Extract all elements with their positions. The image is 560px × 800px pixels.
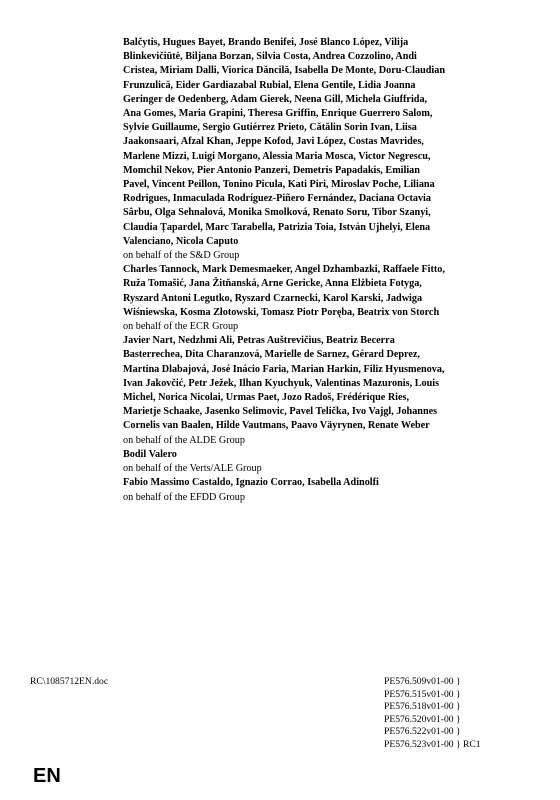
name-line: Ruža Tomašić, Jana Žitňanská, Arne Gericke, Anna Elżbieta Fotyga, [123, 278, 422, 290]
name-line: Marlene Mizzi, Luigi Morgano, Alessia Maria Mosca, Victor Negrescu, [123, 150, 431, 162]
name-line: Blinkevičiūtė, Biljana Borzan, Silvia Costa, Andrea Cozzolino, Andi [123, 51, 417, 63]
group-alde [123, 334, 513, 448]
name-line: Martina Dlabajová, José Inácio Faria, Marian Harkin, Filiz Hyusmenova, [123, 363, 445, 375]
name-line: Cristea, Miriam Dalli, Viorica Dăncilă, Isabella De Monte, Doru-Claudian [123, 65, 446, 77]
name-line: Michel, Norica Nicolai, Urmas Paet, Jozo Radoš, Frédérique Ries, [123, 392, 410, 404]
pe-reference: PE576.520v01-00 } [384, 713, 461, 725]
name-line: Momchil Nekov, Pier Antonio Panzeri, Demetris Papadakis, Emilian [123, 164, 420, 176]
document-reference: RC\1085712EN.doc [30, 676, 109, 687]
signatories-list [123, 36, 513, 505]
group-behalf: on behalf of the EFDD Group [123, 491, 245, 503]
pe-reference: PE576.523v01-00 } RC1 [384, 738, 481, 750]
name-line: Ryszard Antoni Legutko, Ryszard Czarnecki, Karol Karski, Jadwiga [123, 292, 423, 304]
name-line: Valenciano, Nicola Caputo [123, 235, 239, 247]
group-behalf: on behalf of the ALDE Group [123, 434, 245, 446]
group-behalf: on behalf of the S&D Group [123, 250, 240, 262]
name-line: Marietje Schaake, Jasenko Selimovic, Pavel Telička, Ivo Vajgl, Johannes [123, 406, 438, 418]
pe-reference: PE576.515v01-00 } [384, 688, 461, 700]
name-line: Ivan Jakovčić, Petr Ježek, Ilhan Kyuchyuk, Valentinas Mazuronis, Louis [123, 377, 440, 389]
name-line: Pavel, Vincent Peillon, Tonino Picula, Kati Piri, Miroslav Poche, Liliana [123, 179, 435, 191]
name-line: Jaakonsaari, Afzal Khan, Jeppe Kofod, Javi López, Costas Mavrides, [123, 136, 424, 148]
name-line: Cornelis van Baalen, Hilde Vautmans, Paavo Väyrynen, Renate Weber [123, 420, 430, 432]
name-line: Geringer de Oedenberg, Adam Gierek, Neena Gill, Michela Giuffrida, [123, 93, 428, 105]
pe-reference: PE576.509v01-00 } [384, 676, 461, 687]
group-ecr [123, 263, 513, 334]
pe-reference: PE576.522v01-00 } [384, 726, 461, 737]
name-line: Wiśniewska, Kosma Złotowski, Tomasz Piotr Poręba, Beatrix von Storch [123, 306, 440, 318]
name-line: Sylvie Guillaume, Sergio Gutiérrez Prieto, Cătălin Sorin Ivan, Liisa [123, 122, 417, 134]
pe-references [384, 676, 481, 751]
language-code: EN [33, 765, 61, 787]
name-line: Basterrechea, Dita Charanzová, Marielle de Sarnez, Gérard Deprez, [123, 349, 420, 361]
group-sd [123, 36, 513, 263]
group-names [123, 334, 513, 433]
group-efdd [123, 476, 513, 504]
pe-reference: PE576.518v01-00 } [384, 701, 461, 712]
name-line: Balčytis, Hugues Bayet, Brando Benifei, José Blanco López, Vilija [123, 37, 409, 48]
name-line: Rodrigues, Inmaculada Rodríguez-Piñero Fernández, Daciana Octavia [123, 193, 431, 205]
name-line: Javier Nart, Nedzhmi Ali, Petras Auštrevičius, Beatriz Becerra [123, 335, 395, 347]
name-line: Frunzulică, Eider Gardiazabal Rubial, Elena Gentile, Lidia Joanna [123, 79, 416, 91]
name-line: Bodil Valero [123, 448, 177, 460]
group-behalf: on behalf of the ECR Group [123, 321, 239, 333]
group-names [123, 476, 513, 490]
group-names [123, 263, 513, 320]
name-line: Sârbu, Olga Sehnalová, Monika Smolková, Renato Soru, Tibor Szanyi, [123, 207, 431, 219]
group-verts-ale [123, 448, 513, 476]
name-line: Ana Gomes, Maria Grapini, Theresa Griffin, Enrique Guerrero Salom, [123, 108, 433, 120]
name-line: Fabio Massimo Castaldo, Ignazio Corrao, Isabella Adinolfi [123, 477, 379, 489]
group-behalf: on behalf of the Verts/ALE Group [123, 463, 262, 475]
name-line: Charles Tannock, Mark Demesmaeker, Angel Dzhambazki, Raffaele Fitto, [123, 264, 445, 276]
name-line: Claudia Țapardel, Marc Tarabella, Patrizia Toia, István Ujhelyi, Elena [123, 221, 431, 233]
group-names [123, 448, 513, 462]
group-names [123, 36, 513, 249]
